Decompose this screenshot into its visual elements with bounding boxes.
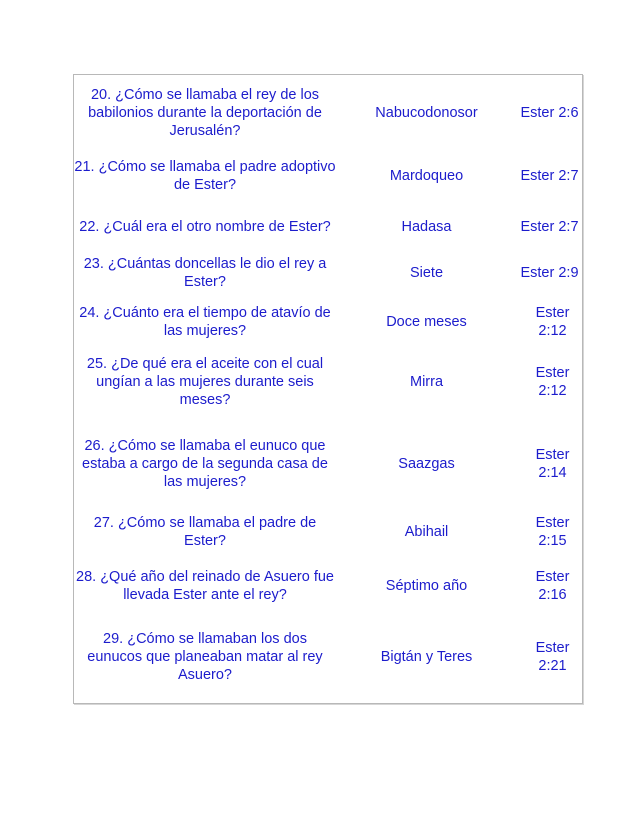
reference-cell: Ester 2:12	[535, 305, 570, 339]
answer-cell: Séptimo año	[385, 578, 468, 594]
reference-cell: Ester 2:15	[535, 515, 570, 549]
reference-cell: Ester 2:12	[535, 365, 570, 399]
question-cell: 27. ¿Cómo se llamaba el padre de Ester?	[93, 515, 317, 549]
reference-cell: Ester 2:16	[535, 569, 570, 603]
table-row	[74, 628, 584, 686]
question-cell: 21. ¿Cómo se llamaba el padre adoptivo de Ester?	[74, 159, 336, 193]
reference-cell: Ester 2:7	[520, 168, 579, 184]
table-row	[74, 353, 584, 411]
question-cell: 20. ¿Cómo se llamaba el rey de los babilonios durante la deportación de Jerusalén?	[88, 87, 322, 139]
table-row	[74, 510, 584, 554]
table-row	[74, 435, 584, 493]
question-cell: 28. ¿Qué año del reinado de Asuero fue llevada Ester ante el rey?	[76, 569, 334, 603]
reference-cell: Ester 2:7	[520, 219, 579, 235]
table-row	[74, 80, 584, 146]
table-row	[74, 564, 584, 608]
answer-cell: Mirra	[409, 374, 444, 390]
table-row	[74, 205, 584, 249]
question-cell: 24. ¿Cuánto era el tiempo de atavío de las mujeres?	[79, 305, 331, 339]
question-cell: 22. ¿Cuál era el otro nombre de Ester?	[79, 219, 331, 235]
question-cell: 25. ¿De qué era el aceite con el cual ungían a las mujeres durante seis meses?	[86, 356, 324, 408]
question-cell: 26. ¿Cómo se llamaba el eunuco que estaba a cargo de la segunda casa de las mujeres?	[82, 438, 328, 490]
reference-cell: Ester 2:21	[535, 640, 570, 674]
table-row	[74, 154, 584, 198]
answer-cell: Bigtán y Teres	[380, 649, 473, 665]
answer-cell: Nabucodonosor	[375, 105, 478, 121]
answer-cell: Mardoqueo	[389, 168, 464, 184]
table-row	[74, 300, 584, 344]
answer-cell: Saazgas	[398, 456, 455, 472]
reference-cell: Ester 2:14	[535, 447, 570, 481]
reference-cell: Ester 2:6	[520, 105, 579, 121]
table-row	[74, 251, 584, 295]
answer-cell: Abihail	[404, 524, 449, 540]
question-cell: 23. ¿Cuántas doncellas le dio el rey a Ester?	[83, 256, 327, 290]
answer-cell: Siete	[409, 265, 444, 281]
question-cell: 29. ¿Cómo se llamaban los dos eunucos que planeaban matar al rey Asuero?	[87, 631, 323, 683]
answer-cell: Doce meses	[386, 314, 467, 330]
reference-cell: Ester 2:9	[520, 265, 579, 281]
answer-cell: Hadasa	[401, 219, 452, 235]
